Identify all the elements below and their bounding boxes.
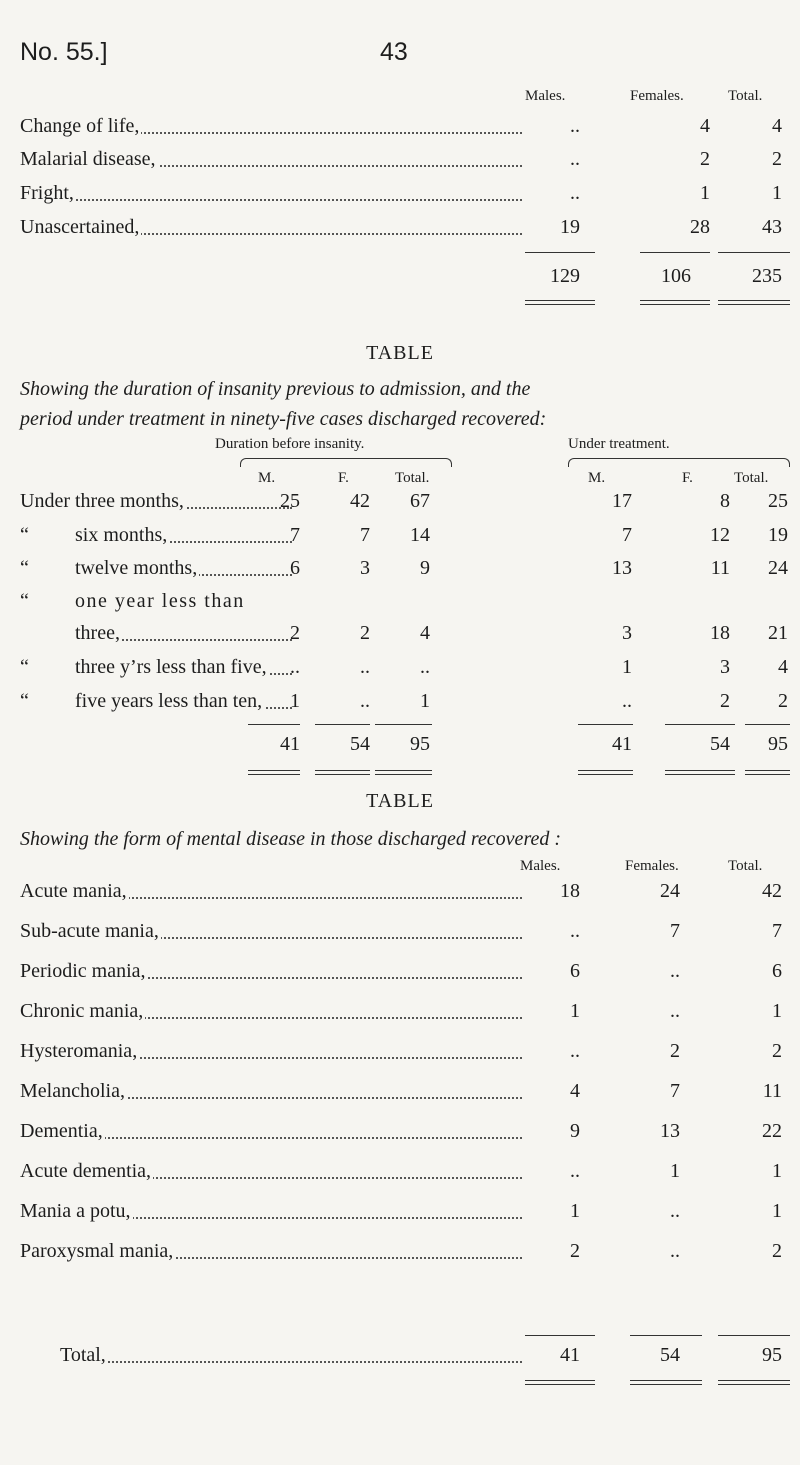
cell-males: 19 bbox=[560, 216, 580, 238]
cell-females: 24 bbox=[660, 880, 680, 902]
cell-total: 1 bbox=[772, 1200, 782, 1222]
table-row-label: Hysteromania, bbox=[20, 1040, 522, 1063]
table-row-label: Acute dementia, bbox=[20, 1160, 522, 1183]
cell-total: 42 bbox=[762, 880, 782, 902]
sum-rule bbox=[375, 724, 432, 725]
double-rule bbox=[525, 1380, 595, 1385]
ditto-mark: “ bbox=[20, 656, 29, 678]
table-row-label: Under three months, bbox=[20, 490, 292, 513]
cell-total: 2 bbox=[772, 1040, 782, 1062]
table-cell: 3 bbox=[720, 656, 730, 678]
sum-rule bbox=[665, 724, 735, 725]
cell-females: .. bbox=[670, 960, 680, 982]
total-males: 129 bbox=[550, 265, 580, 287]
cell-total: 11 bbox=[762, 1080, 782, 1102]
cell-total: 1 bbox=[772, 1000, 782, 1022]
table-cell: 67 bbox=[410, 490, 430, 512]
table-cell: .. bbox=[360, 656, 370, 678]
table-caption: Showing the form of mental disease in those discharged recovered : bbox=[20, 828, 562, 850]
table-cell: 2 bbox=[720, 690, 730, 712]
total-males: 41 bbox=[560, 1344, 580, 1366]
sum-rule bbox=[630, 1335, 702, 1336]
double-rule bbox=[248, 770, 300, 775]
double-rule bbox=[640, 300, 710, 305]
cell-total: 43 bbox=[762, 216, 782, 238]
table-cell: 42 bbox=[350, 490, 370, 512]
total-females: 106 bbox=[661, 265, 691, 287]
col-f1: F. bbox=[338, 470, 349, 486]
cell-males: .. bbox=[570, 115, 580, 137]
double-rule bbox=[578, 770, 633, 775]
table-cell: 18 bbox=[710, 622, 730, 644]
table-row-label: Malarial disease, bbox=[20, 148, 522, 171]
double-rule bbox=[718, 300, 790, 305]
table-row-label: three, bbox=[75, 622, 292, 645]
sum-rule bbox=[248, 724, 300, 725]
col-total: Total. bbox=[728, 88, 763, 104]
sum-rule bbox=[578, 724, 633, 725]
table-cell: 8 bbox=[720, 490, 730, 512]
table-cell: 2 bbox=[360, 622, 370, 644]
double-rule bbox=[745, 770, 790, 775]
table-cell: 13 bbox=[612, 557, 632, 579]
col-m2: M. bbox=[588, 470, 606, 486]
table-cell: 4 bbox=[778, 656, 788, 678]
col-total: Total. bbox=[728, 858, 763, 874]
col-m1: M. bbox=[258, 470, 276, 486]
table-row-label: five years less than ten, bbox=[75, 690, 292, 713]
table-cell: 1 bbox=[290, 690, 300, 712]
group-under-treatment: Under treatment. bbox=[568, 436, 670, 452]
table-cell: 7 bbox=[290, 524, 300, 546]
table-cell: 6 bbox=[290, 557, 300, 579]
table-title: TABLE bbox=[366, 790, 434, 812]
table-cell: 19 bbox=[768, 524, 788, 546]
ditto-mark: “ bbox=[20, 690, 29, 712]
table-cell: 1 bbox=[622, 656, 632, 678]
total-cell: 54 bbox=[350, 733, 370, 755]
cell-females: 13 bbox=[660, 1120, 680, 1142]
col-total2: Total. bbox=[734, 470, 769, 486]
table-row-label: Fright, bbox=[20, 182, 522, 205]
table-row-label: Paroxysmal mania, bbox=[20, 1240, 522, 1263]
table-cell: .. bbox=[420, 656, 430, 678]
cell-males: 9 bbox=[570, 1120, 580, 1142]
col-males: Males. bbox=[525, 88, 566, 104]
cell-females: .. bbox=[670, 1240, 680, 1262]
double-rule bbox=[665, 770, 735, 775]
total-females: 54 bbox=[660, 1344, 680, 1366]
table-cell: .. bbox=[290, 656, 300, 678]
double-rule bbox=[718, 1380, 790, 1385]
sum-rule bbox=[315, 724, 370, 725]
table-cell: 17 bbox=[612, 490, 632, 512]
brace bbox=[568, 458, 790, 467]
table-row-label: Sub-acute mania, bbox=[20, 920, 522, 943]
table-cell: 24 bbox=[768, 557, 788, 579]
table-row-label: Unascertained, bbox=[20, 216, 522, 239]
table-cell: 3 bbox=[622, 622, 632, 644]
table-title: TABLE bbox=[366, 342, 434, 364]
table-row-label: Change of life, bbox=[20, 115, 522, 138]
table-row-label: Acute mania, bbox=[20, 880, 522, 903]
cell-total: 1 bbox=[772, 1160, 782, 1182]
table-cell: 3 bbox=[360, 557, 370, 579]
cell-males: 1 bbox=[570, 1000, 580, 1022]
total-all: 95 bbox=[762, 1344, 782, 1366]
brace bbox=[240, 458, 452, 467]
cell-females: .. bbox=[670, 1200, 680, 1222]
cell-males: .. bbox=[570, 1040, 580, 1062]
ditto-mark: “ bbox=[20, 590, 29, 612]
sum-rule bbox=[718, 1335, 790, 1336]
table-cell: 11 bbox=[710, 557, 730, 579]
total-cell: 95 bbox=[768, 733, 788, 755]
cell-males: 2 bbox=[570, 1240, 580, 1262]
group-duration-before: Duration before insanity. bbox=[215, 436, 365, 452]
table-row-label: three y’rs less than five, bbox=[75, 656, 292, 679]
cell-total: 6 bbox=[772, 960, 782, 982]
table-cell: .. bbox=[360, 690, 370, 712]
sum-rule bbox=[718, 252, 790, 253]
table-caption-line2: period under treatment in ninety-five cases discharged recovered: bbox=[20, 408, 547, 430]
total-cell: 95 bbox=[410, 733, 430, 755]
cell-total: 4 bbox=[772, 115, 782, 137]
table-row-label: Mania a potu, bbox=[20, 1200, 522, 1223]
section-number: No. 55.] bbox=[20, 38, 108, 66]
table-cell: 1 bbox=[420, 690, 430, 712]
table-cell: 21 bbox=[768, 622, 788, 644]
table-row-label: Dementia, bbox=[20, 1120, 522, 1143]
cell-females: 2 bbox=[670, 1040, 680, 1062]
table-cell: 7 bbox=[360, 524, 370, 546]
table-row-label: twelve months, bbox=[75, 557, 292, 580]
table-cell: 9 bbox=[420, 557, 430, 579]
total-cell: 54 bbox=[710, 733, 730, 755]
sum-rule bbox=[745, 724, 790, 725]
cell-males: .. bbox=[570, 1160, 580, 1182]
cell-males: 1 bbox=[570, 1200, 580, 1222]
cell-males: 6 bbox=[570, 960, 580, 982]
cell-males: .. bbox=[570, 148, 580, 170]
table-cell: 14 bbox=[410, 524, 430, 546]
total-cell: 41 bbox=[612, 733, 632, 755]
cell-total: 2 bbox=[772, 148, 782, 170]
ditto-mark: “ bbox=[20, 524, 29, 546]
table-cell: 7 bbox=[622, 524, 632, 546]
table-row-label: six months, bbox=[75, 524, 292, 547]
total-all: 235 bbox=[752, 265, 782, 287]
cell-males: 4 bbox=[570, 1080, 580, 1102]
col-males: Males. bbox=[520, 858, 561, 874]
double-rule bbox=[525, 300, 595, 305]
cell-total: 1 bbox=[772, 182, 782, 204]
table-row-label: Periodic mania, bbox=[20, 960, 522, 983]
cell-females: 7 bbox=[670, 1080, 680, 1102]
total-row-label: Total, bbox=[60, 1344, 522, 1367]
cell-total: 22 bbox=[762, 1120, 782, 1142]
table-cell: 2 bbox=[290, 622, 300, 644]
table-cell: .. bbox=[622, 690, 632, 712]
cell-females: .. bbox=[670, 1000, 680, 1022]
table-cell: 2 bbox=[778, 690, 788, 712]
double-rule bbox=[630, 1380, 702, 1385]
cell-total: 2 bbox=[772, 1240, 782, 1262]
page-number: 43 bbox=[380, 38, 408, 66]
cell-males: 18 bbox=[560, 880, 580, 902]
cell-males: .. bbox=[570, 182, 580, 204]
ditto-mark: “ bbox=[20, 557, 29, 579]
col-total1: Total. bbox=[395, 470, 430, 486]
cell-total: 7 bbox=[772, 920, 782, 942]
double-rule bbox=[375, 770, 432, 775]
table-row-label: Melancholia, bbox=[20, 1080, 522, 1103]
total-cell: 41 bbox=[280, 733, 300, 755]
cell-females: 1 bbox=[670, 1160, 680, 1182]
table-row-label: Chronic mania, bbox=[20, 1000, 522, 1023]
col-females: Females. bbox=[625, 858, 679, 874]
cell-females: 1 bbox=[700, 182, 710, 204]
cell-males: .. bbox=[570, 920, 580, 942]
table-cell: 25 bbox=[768, 490, 788, 512]
sum-rule bbox=[525, 252, 595, 253]
double-rule bbox=[315, 770, 370, 775]
cell-females: 28 bbox=[690, 216, 710, 238]
cell-females: 4 bbox=[700, 115, 710, 137]
col-females: Females. bbox=[630, 88, 684, 104]
table-cell: 12 bbox=[710, 524, 730, 546]
cell-females: 2 bbox=[700, 148, 710, 170]
col-f2: F. bbox=[682, 470, 693, 486]
table-row-label: one year less than bbox=[75, 590, 245, 612]
sum-rule bbox=[525, 1335, 595, 1336]
table-cell: 25 bbox=[280, 490, 300, 512]
cell-females: 7 bbox=[670, 920, 680, 942]
sum-rule bbox=[640, 252, 710, 253]
table-caption-line1: Showing the duration of insanity previous to admission, and the bbox=[20, 378, 531, 400]
table-cell: 4 bbox=[420, 622, 430, 644]
